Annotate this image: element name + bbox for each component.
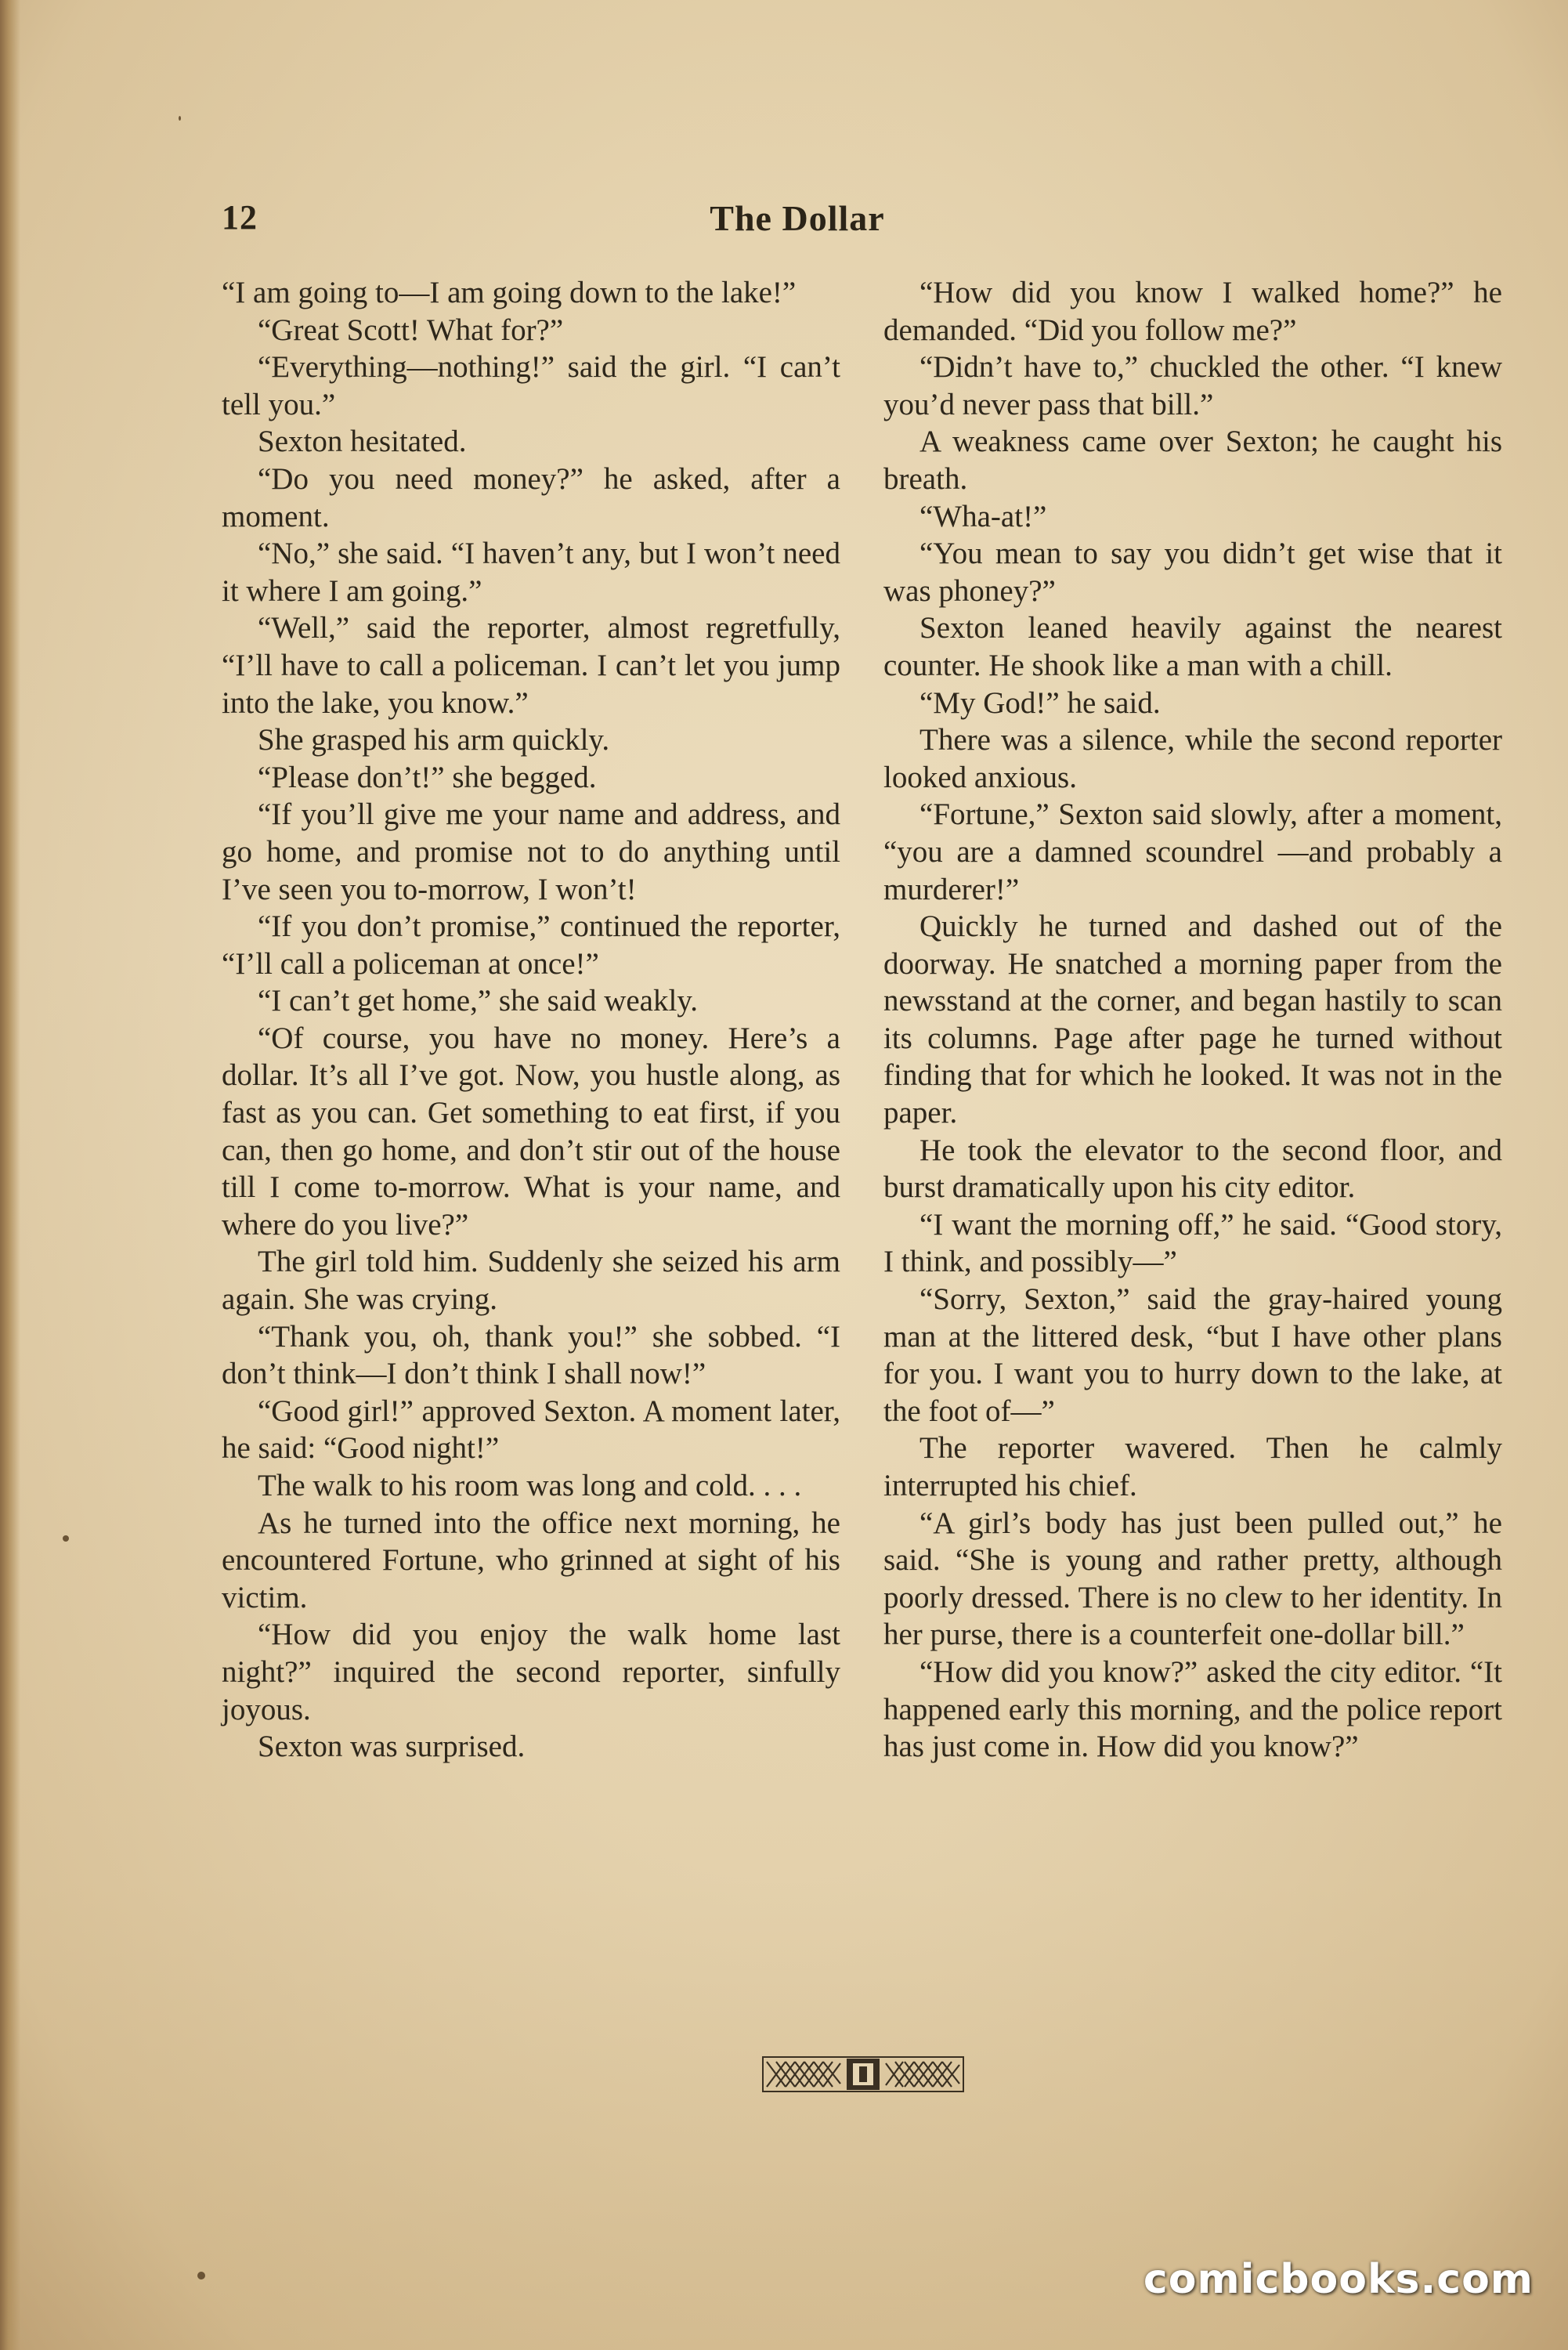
paragraph: “Please don’t!” she begged. (258, 760, 597, 794)
paragraph: “Do you need money?” he asked, after a moment. (222, 461, 840, 533)
paragraph: “Well,” said the reporter, almost regretfully, “I’ll have to call a policeman. I can’t let you jump into the lake, you know.” (222, 611, 840, 720)
paper-speck (179, 116, 181, 121)
paragraph: “Thank you, oh, thank you!” she sobbed. “I don’t think—I don’t think I shall now!” (222, 1319, 840, 1391)
page-header (222, 197, 1373, 244)
paragraph: The girl told him. Suddenly she seized his arm again. She was crying. (222, 1245, 840, 1317)
paragraph: “How did you know?” asked the city editor. “It happened early this morning, and the police report has just come in. How did you know?” (883, 1654, 1502, 1764)
paragraph: “How did you know I walked home?” he demanded. “Did you follow me?” (883, 276, 1502, 347)
paragraph: “I want the morning off,” he said. “Good story, I think, and possibly—” (883, 1207, 1502, 1279)
paragraph: As he turned into the office next morning, he encountered Fortune, who grinned at sight of his victim. (222, 1506, 840, 1614)
paragraph: “No,” she said. “I haven’t any, but I won’t need it where I am going.” (222, 537, 840, 608)
watermark: comicbooks.com (1143, 2256, 1534, 2303)
paragraph: A weakness came over Sexton; he caught his breath. (883, 425, 1502, 496)
paragraph: The reporter wavered. Then he calmly interrupted his chief. (883, 1431, 1502, 1502)
left-text-column (222, 274, 840, 1766)
paragraph: “Fortune,” Sexton said slowly, after a moment, “you are a damned scoundrel —and probably a murderer!” (883, 797, 1502, 906)
paragraph: “Sorry, Sexton,” said the gray-haired young man at the littered desk, “but I have other plans for you. I want you to hurry down to the lake, at the foot of—” (883, 1282, 1502, 1428)
paragraph: He took the elevator to the second floor, and burst dramatically upon his city editor. (883, 1133, 1502, 1205)
paragraph: “You mean to say you didn’t get wise that it was phoney?” (883, 537, 1502, 608)
paragraph: Sexton was surprised. (258, 1730, 526, 1764)
paragraph: There was a silence, while the second reporter looked anxious. (883, 723, 1502, 794)
decorative-tailpiece-ornament (762, 2052, 964, 2096)
page-number: 12 (222, 198, 258, 237)
paragraph: “My God!” he said. (919, 685, 1161, 720)
paragraph: “How did you enjoy the walk home last night?” inquired the second reporter, sinfully joyous. (222, 1618, 840, 1726)
paragraph: Sexton leaned heavily against the nearest counter. He shook like a man with a chill. (883, 611, 1502, 682)
paragraph: “I am going to—I am going down to the lake!” (222, 276, 797, 309)
paragraph: “Wha-at!” (919, 499, 1047, 533)
paragraph: “Didn’t have to,” chuckled the other. “I knew you’d never pass that bill.” (883, 350, 1502, 421)
paragraph: “If you’ll give me your name and address, and go home, and promise not to do anything until I’ve seen you to-morrow, I won’t! (222, 797, 840, 906)
paragraph: “Of course, you have no money. Here’s a dollar. It’s all I’ve got. Now, you hustle along, as fast as you can. Get something to eat first, if you can, then go home, and don’t stir out of the house till I come to-morrow. What is your name, and where do you live?” (222, 1021, 840, 1242)
paragraph: Quickly he turned and dashed out of the doorway. He snatched a morning paper from the newsstand at the corner, and began hastily to scan its columns. Page after page he turned without finding that for which he looked. It was not in the paper. (883, 909, 1502, 1130)
paragraph: “I can’t get home,” she said weakly. (258, 984, 699, 1018)
paragraph: “Great Scott! What for?” (258, 313, 564, 347)
paper-speck (63, 1535, 69, 1542)
paragraph: “A girl’s body has just been pulled out,” he said. “She is young and rather pretty, although poorly dressed. There is no clew to her identity. In her purse, there is a counterfeit one-dollar bill.” (883, 1506, 1502, 1652)
paragraph: “If you don’t promise,” continued the reporter, “I’ll call a policeman at once!” (222, 909, 840, 981)
paragraph: The walk to his room was long and cold. . . . (258, 1469, 802, 1502)
right-text-column (883, 274, 1502, 1766)
running-title: The Dollar (710, 198, 885, 238)
page-spine-edge (0, 0, 20, 2350)
paragraph: “Good girl!” approved Sexton. A moment later, he said: “Good night!” (222, 1394, 840, 1466)
paragraph: “Everything—nothing!” said the girl. “I can’t tell you.” (222, 350, 840, 421)
paragraph: Sexton hesitated. (258, 425, 467, 459)
paragraph: She grasped his arm quickly. (258, 723, 610, 757)
paper-speck (197, 2272, 205, 2280)
